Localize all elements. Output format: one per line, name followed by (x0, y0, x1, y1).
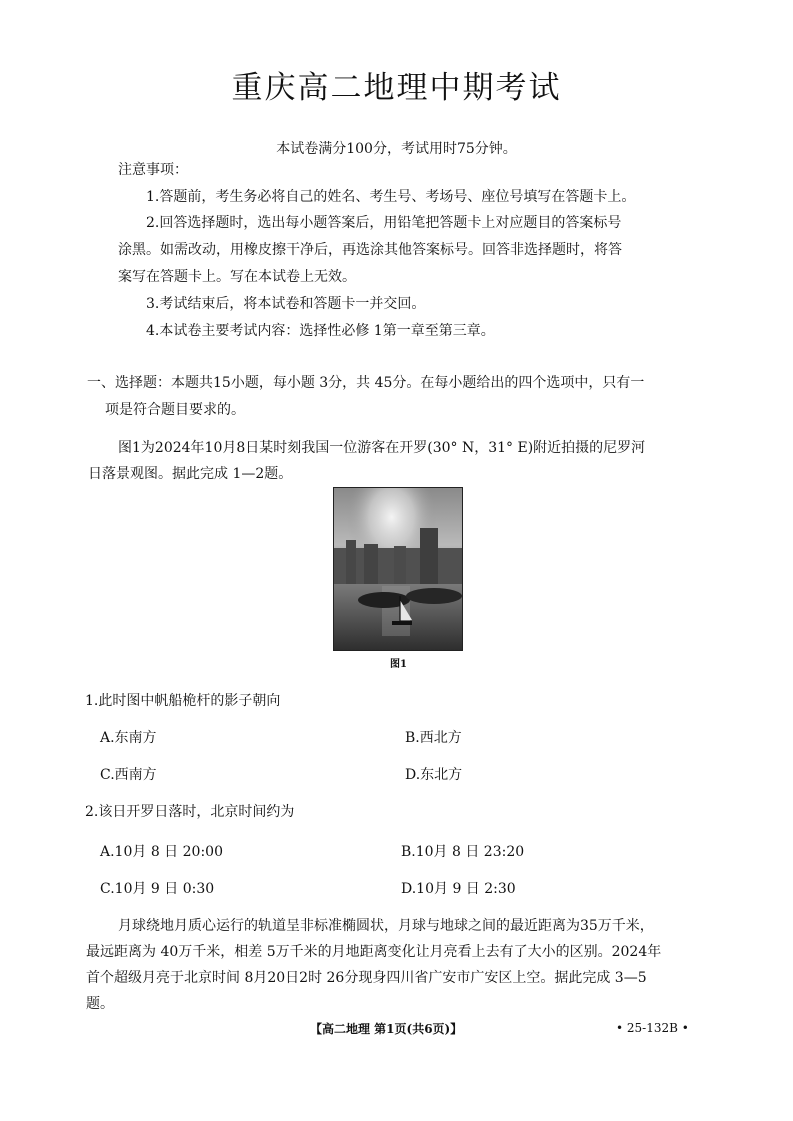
q2-option-d: D.10月 9 日 2:30 (401, 881, 516, 897)
exam-info: 本试卷满分100分，考试用时75分钟。 (276, 141, 517, 157)
q1-option-a: A.东南方 (100, 730, 157, 746)
note-2-line-3: 案写在答题卡上。写在本试卷上无效。 (118, 269, 356, 285)
q1-option-b: B.西北方 (405, 730, 462, 746)
q2-option-c: C.10月 9 日 0:30 (100, 881, 215, 897)
note-2-line-1: 2.回答选择题时，选出每小题答案后，用铅笔把答题卡上对应题目的答案标号 (146, 215, 622, 231)
note-2-line-2: 涂黑。如需改动，用橡皮擦干净后，再选涂其他答案标号。回答非选择题时，将答 (118, 242, 622, 258)
footer-page-info: 【高二地理 第1页(共6页)】 (310, 1022, 463, 1036)
note-1: 1.答题前，考生务必将自己的姓名、考生号、考场号、座位号填写在答题卡上。 (146, 189, 636, 205)
q1-option-c: C.西南方 (100, 767, 157, 783)
q1-stem: 1.此时图中帆船桅杆的影子朝向 (85, 693, 281, 709)
q1-option-d: D.东北方 (405, 767, 463, 783)
nile-sunset-illustration (334, 488, 462, 650)
q2-option-b: B.10月 8 日 23:20 (401, 844, 525, 860)
notes-heading: 注意事项： (118, 162, 188, 178)
q2-option-a: A.10月 8 日 20:00 (100, 844, 223, 860)
page-title: 重庆高二地理中期考试 (231, 70, 562, 106)
q2-stem: 2.该日开罗日落时，北京时间约为 (85, 804, 295, 820)
figure-caption: 图1 (390, 659, 407, 670)
section-1-heading-line-2: 项是符合题目要求的。 (105, 402, 245, 418)
footer-paper-code: • 25-132B • (616, 1021, 689, 1035)
section-1-heading-line-1: 一、选择题：本题共15小题，每小题 3分，共 45分。在每小题给出的四个选项中，只有一 (87, 375, 645, 391)
note-4: 4.本试卷主要考试内容：选择性必修 1第一章至第三章。 (146, 323, 495, 339)
note-3: 3.考试结束后，将本试卷和答题卡一并交回。 (146, 296, 426, 312)
intro-1-line-2: 日落景观图。据此完成 1—2题。 (88, 466, 293, 482)
intro-2-line-2: 最远距离为 40万千米，相差 5万千米的月地距离变化让月亮看上去有了大小的区别。2024年 (86, 944, 662, 960)
intro-2-line-1: 月球绕地月质心运行的轨道呈非标准椭圆状，月球与地球之间的最近距离为35万千米， (118, 918, 654, 934)
intro-2-line-4: 题。 (86, 996, 114, 1012)
intro-1-line-1: 图1为2024年10月8日某时刻我国一位游客在开罗(30° N，31° E)附近拍摄的尼罗河 (118, 440, 646, 456)
nile-sunset-photo (333, 487, 463, 651)
intro-2-line-3: 首个超级月亮于北京时间 8月20日2时 26分现身四川省广安市广安区上空。据此完成 3—5 (86, 970, 647, 986)
